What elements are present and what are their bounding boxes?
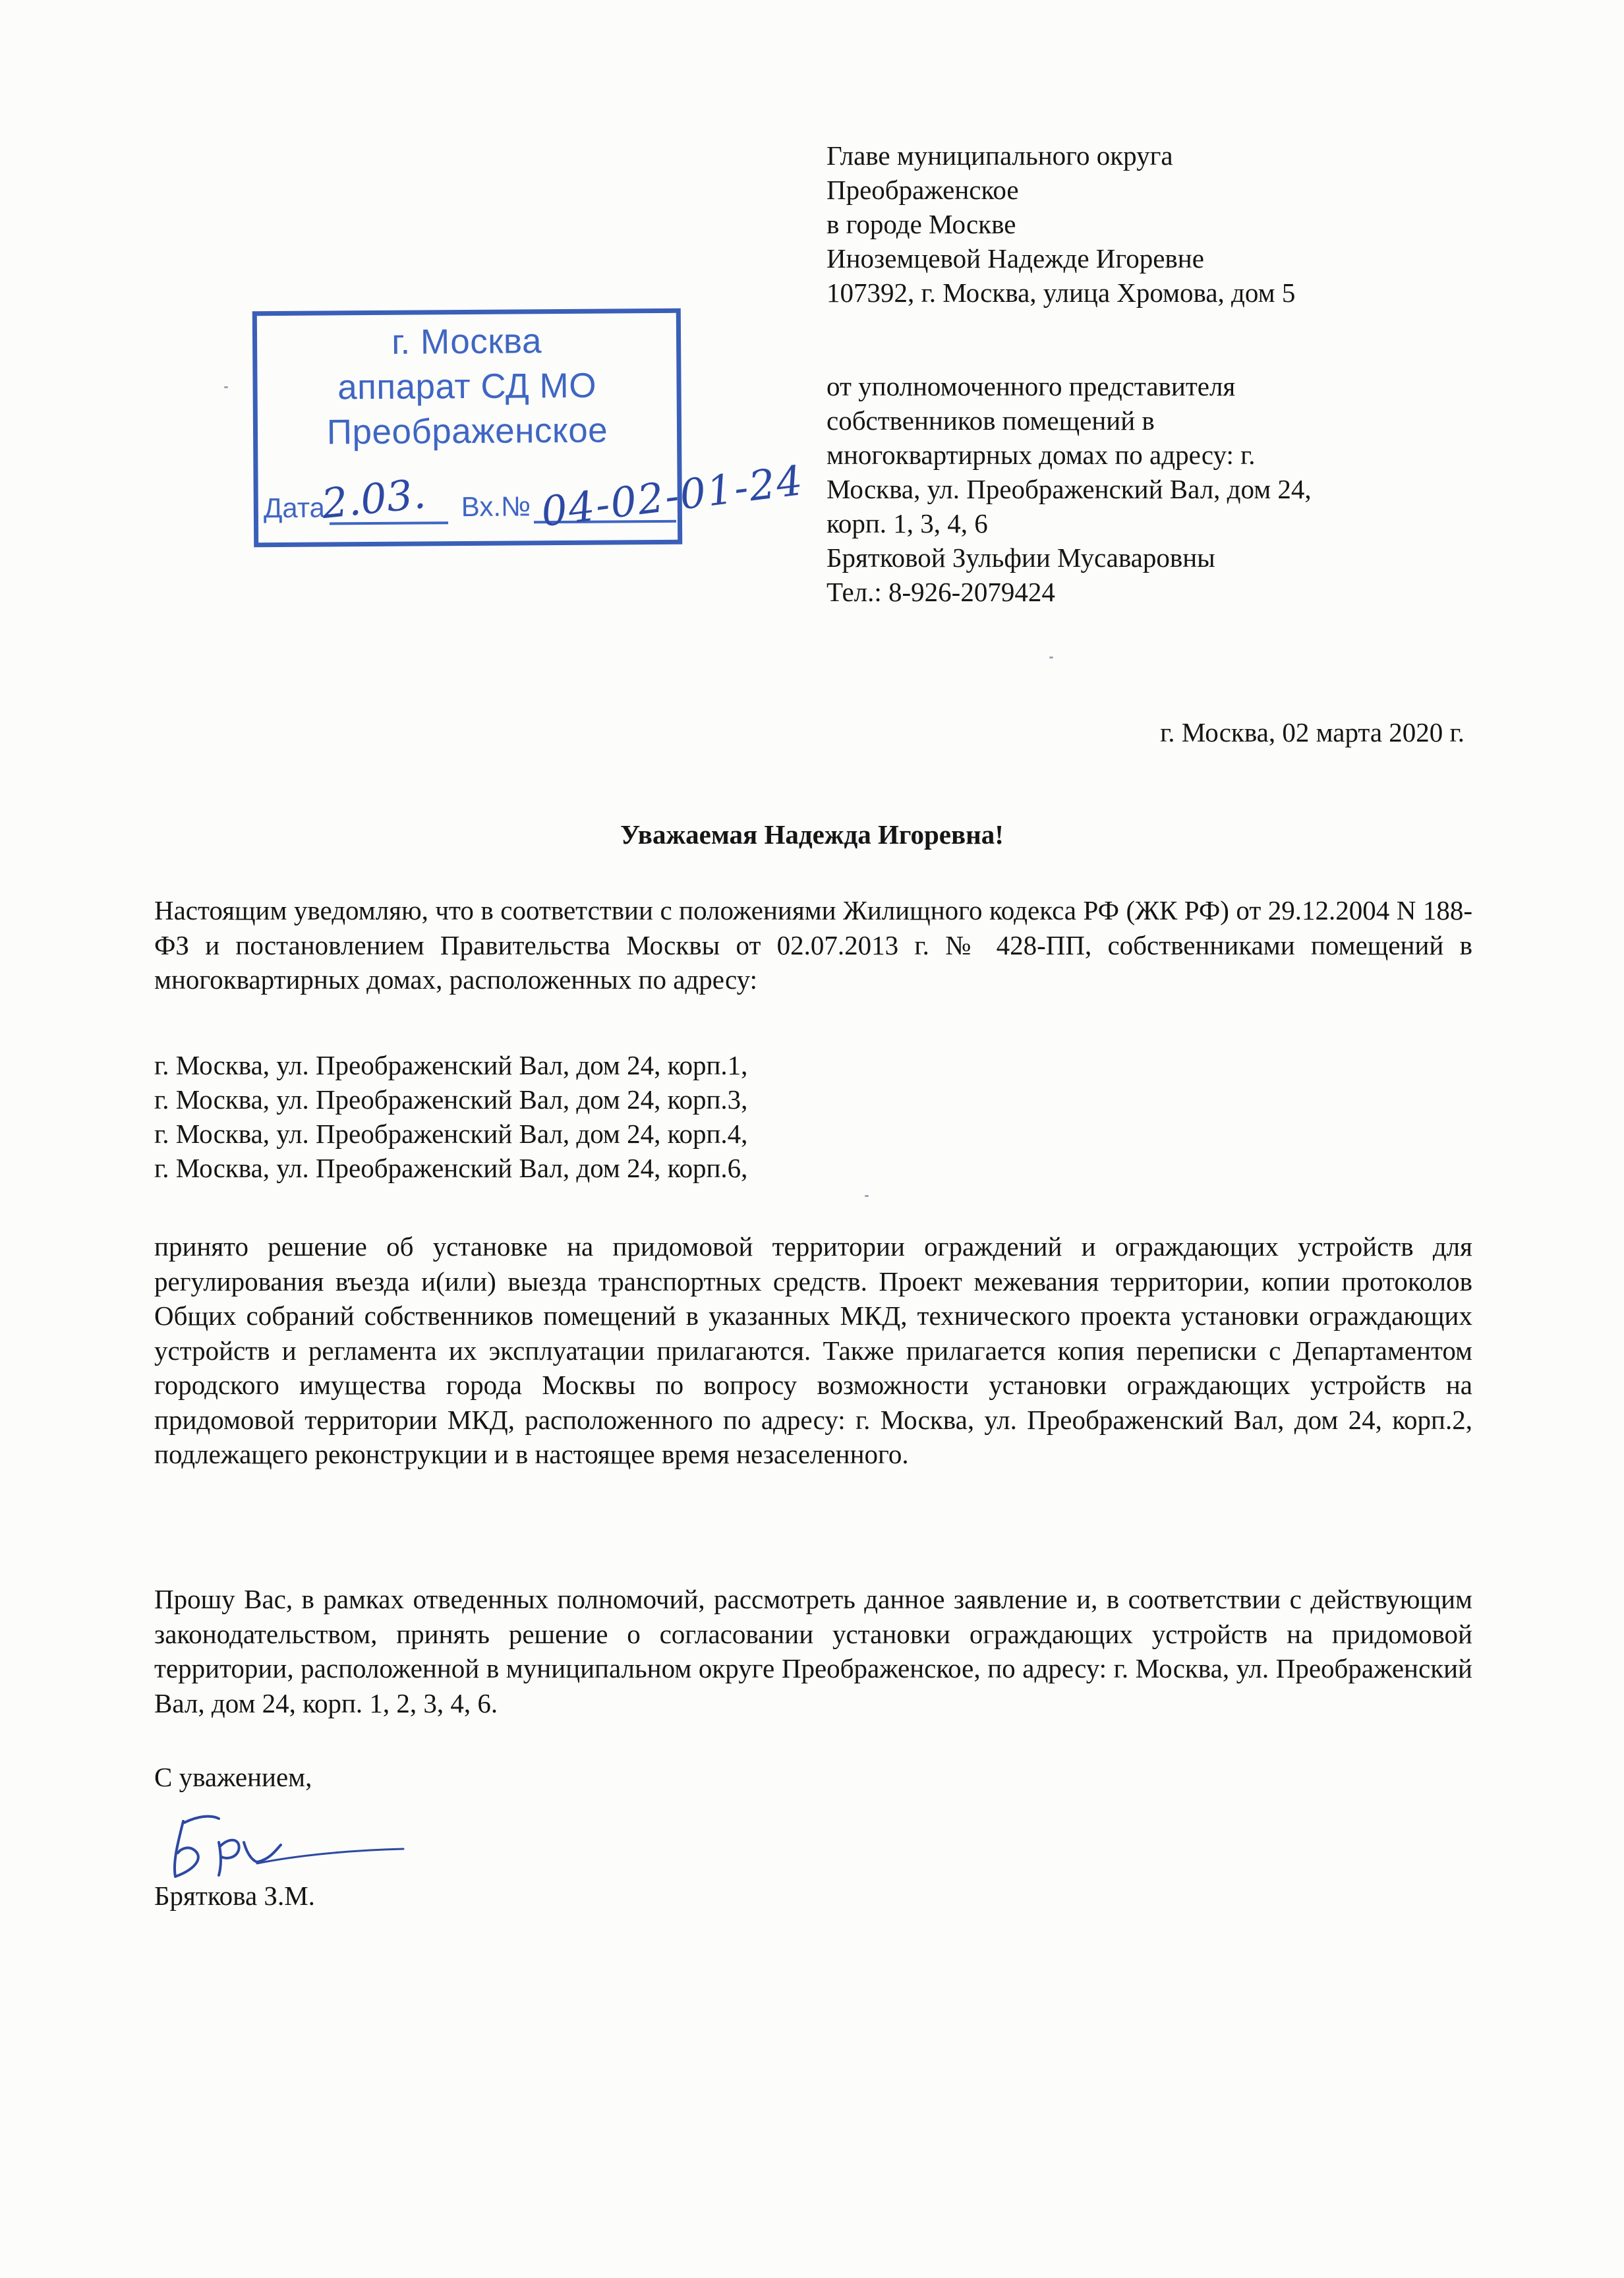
stamp-handwritten-number: 04-02-01-24: [538, 455, 807, 537]
address-item: г. Москва, ул. Преображенский Вал, дом 24, корп.4,: [154, 1119, 748, 1149]
decision-paragraph: принято решение об установке на придомовой территории ограждений и ограждающих устройств для регулирования въезда и(или) выезда транспортных средств. Проект межевания территории, копии протоколов Общих собраний собственников помещений в указанных МКД, технического проекта установки ограждающих устройств и регламента их эксплуатации прилагаются. Также прилагается копия переписки с Департаментом городского имущества города Москвы по вопросу возможности установки ограждающих устройств на придомовой территории МКД, расположенного по адресу: г. Москва, ул. Преображенский Вал, дом 24, корп.2, подлежащего реконструкции и в настоящее время незаселенного.: [154, 1231, 1472, 1469]
addressee-line: в городе Москве: [826, 209, 1016, 239]
scan-speck: [865, 1195, 869, 1197]
sender-line: Брятковой Зульфии Мусаваровны: [826, 542, 1215, 573]
sender-line: от уполномоченного представителя: [826, 371, 1236, 401]
address-list: [154, 1048, 747, 1185]
stamp-district: Преображенское: [326, 411, 608, 452]
addressee-line: Преображенское: [826, 175, 1019, 205]
stamp-city: г. Москва: [391, 322, 542, 362]
intro-paragraph: Настоящим уведомляю, что в соответствии с положениями Жилищного кодекса РФ (ЖК РФ) от 29.12.2004 N 188-ФЗ и постановлением Правительства Москвы от 02.07.2013 г. № 428-ПП, собственниками помещений в многоквартирных домах, расположенных по адресу:: [154, 895, 1472, 995]
sender-line: корп. 1, 3, 4, 6: [826, 508, 988, 539]
stamp-office: аппарат СД МО: [337, 366, 597, 407]
sender-block: [826, 369, 1312, 609]
signer-name: Бряткова З.М.: [154, 1881, 315, 1911]
scan-speck: [1049, 657, 1053, 658]
scan-speck: [224, 386, 228, 388]
stamp-date-label: Дата: [263, 492, 326, 524]
address-item: г. Москва, ул. Преображенский Вал, дом 24, корп.6,: [154, 1153, 748, 1183]
sender-line: Москва, ул. Преображенский Вал, дом 24,: [826, 474, 1312, 504]
sender-line: собственников помещений в: [826, 405, 1155, 436]
handwritten-signature: [158, 1803, 409, 1888]
sender-line: многоквартирных домах по адресу: г.: [826, 440, 1256, 470]
addressee-line: Главе муниципального округа: [826, 140, 1173, 171]
place-and-date: г. Москва, 02 марта 2020 г.: [1160, 717, 1464, 747]
address-item: г. Москва, ул. Преображенский Вал, дом 24, корп.1,: [154, 1050, 748, 1080]
addressee-line: Иноземцевой Надежде Игоревне: [826, 243, 1204, 274]
stamp-number-label: Вх.№: [461, 490, 531, 523]
sender-phone: Тел.: 8-926-2079424: [826, 577, 1055, 607]
request-paragraph: Прошу Вас, в рамках отведенных полномочий, рассмотреть данное заявление и, в соответствии с действующим законодательством, принять решение о согласовании установки ограждающих устройств на придомовой территории, расположенной в муниципальном округе Преображенское, по адресу: г. Москва, ул. Преображенский Вал, дом 24, корп. 1, 2, 3, 4, 6.: [154, 1584, 1472, 1718]
addressee-line: 107392, г. Москва, улица Хромова, дом 5: [826, 277, 1296, 308]
address-item: г. Москва, ул. Преображенский Вал, дом 24, корп.3,: [154, 1084, 748, 1115]
salutation: Уважаемая Надежда Игоревна!: [620, 819, 1004, 850]
closing: С уважением,: [154, 1762, 312, 1792]
addressee-block: [826, 138, 1295, 310]
stamp-handwritten-date: 2.03.: [319, 469, 428, 529]
